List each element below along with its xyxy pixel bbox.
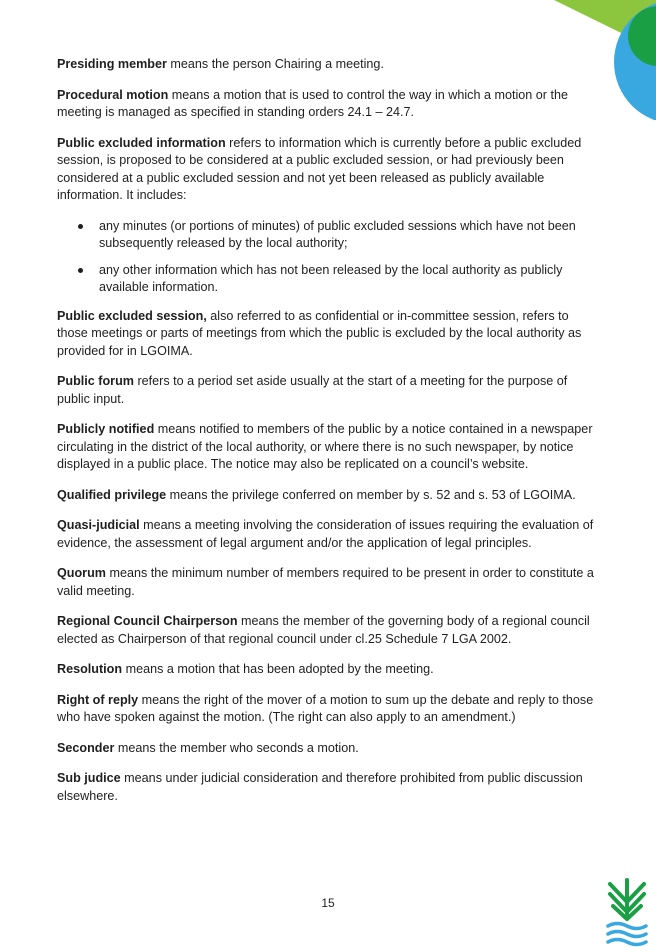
definition-sub-judice: Sub judice means under judicial consideration and therefore prohibited from public discussion elsewhere. xyxy=(57,771,583,803)
definition-quasi-judicial: Quasi-judicial means a meeting involving the consideration of issues requiring the evaluation of evidence, the assessment of legal argument and/or the application of legal principles. xyxy=(57,518,594,550)
bullet-icon xyxy=(78,268,83,273)
definition-seconder: Seconder means the member who seconds a motion. xyxy=(57,740,359,755)
bullet-list xyxy=(57,218,602,297)
council-logo xyxy=(604,878,650,948)
definition-public-excluded-session: Public excluded session, also referred to as confidential or in-committee session, refers to those meetings or parts of meetings from which the public is excluded by the local authority as provided for in LGOIMA. xyxy=(57,308,582,358)
definition-regional-council-chairperson: Regional Council Chairperson means the member of the governing body of a regional council elected as Chairperson of that regional council under cl.25 Schedule 7 LGA 2002. xyxy=(57,614,590,646)
definition-resolution: Resolution means a motion that has been adopted by the meeting. xyxy=(57,662,434,676)
page-content xyxy=(57,56,602,818)
definition-presiding-member: Presiding member means the person Chairing a meeting. xyxy=(57,57,384,71)
definition-publicly-notified: Publicly notified means notified to members of the public by a notice contained in a newspaper circulating in the district of the local authority, or where there is no such newspaper, by notice displayed in a public place. The notice may also be replicated on a council’s website. xyxy=(57,422,593,471)
bullet-icon xyxy=(78,224,83,229)
definition-quorum: Quorum means the minimum number of members required to be present in order to constitute a valid meeting. xyxy=(57,566,594,598)
list-item: any other information which has not been released by the local authority as publicly available information. xyxy=(57,262,602,297)
definition-public-excluded-information: Public excluded information refers to information which is currently before a public excluded session, is proposed to be considered at a public excluded session, or had previously been considered at a public excluded session and not yet been released as publicly available information. It includes: xyxy=(57,135,582,202)
definition-public-forum: Public forum refers to a period set aside usually at the start of a meeting for the purpose of public input. xyxy=(57,374,568,406)
page-number: 15 xyxy=(321,896,335,910)
definition-qualified-privilege: Qualified privilege means the privilege conferred on member by s. 52 and s. 53 of LGOIMA. xyxy=(57,487,576,502)
definition-right-of-reply: Right of reply means the right of the mover of a motion to sum up the debate and reply to those who have spoken against the motion. (The right can also apply to an amendment.) xyxy=(57,692,594,724)
definition-procedural-motion: Procedural motion means a motion that is used to control the way in which a motion or the meeting is managed as specified in standing orders 24.1 – 24.7. xyxy=(57,87,568,119)
list-item: any minutes (or portions of minutes) of public excluded sessions which have not been subsequently released by the local authority; xyxy=(57,218,602,253)
